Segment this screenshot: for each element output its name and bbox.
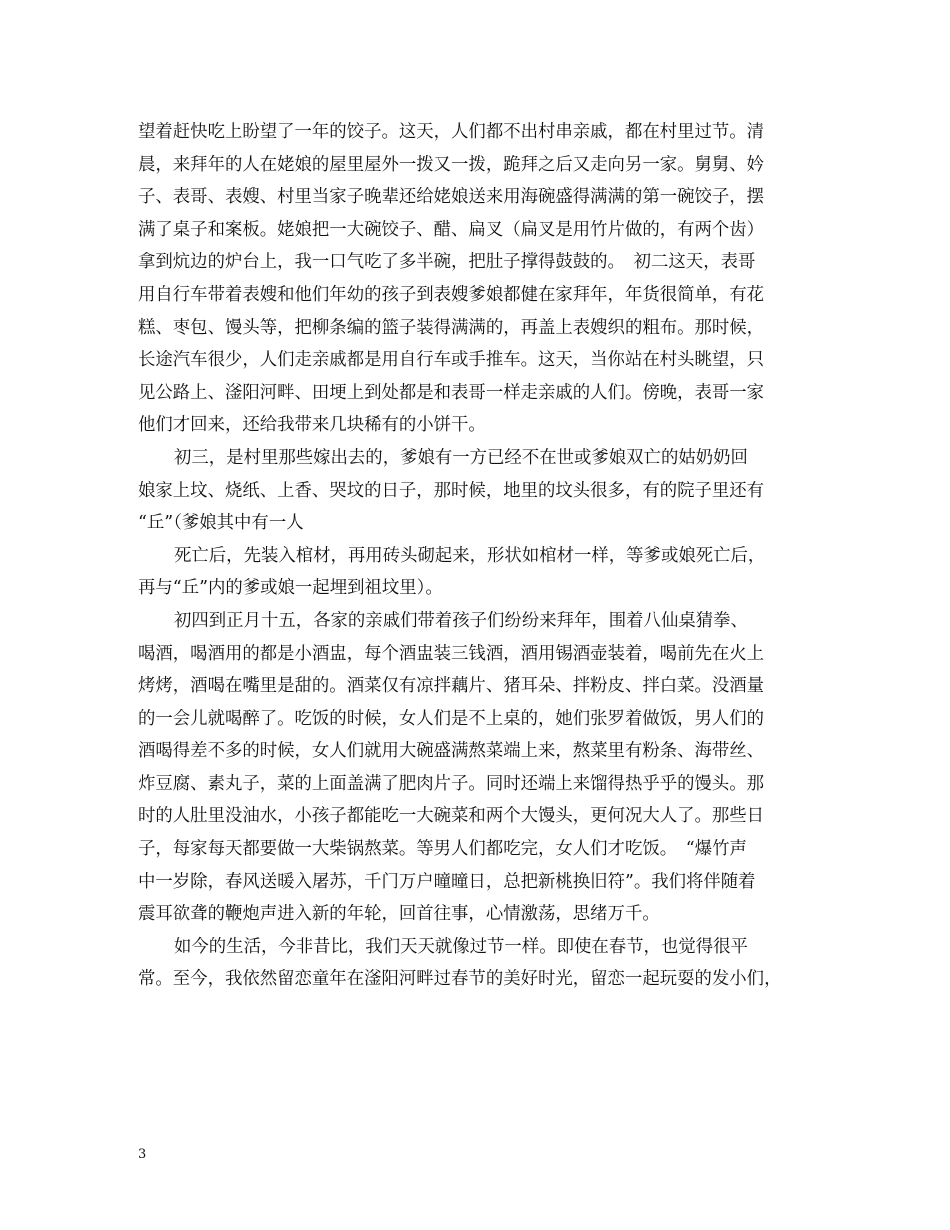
text-line: 的一会儿就喝醉了。吃饭的时候，女人们是不上桌的，她们张罗着做饭，男人们的 xyxy=(138,708,765,729)
text-line: 常。至今，我依然留恋童年在滏阳河畔过春节的美好时光，留恋一起玩耍的发小们， xyxy=(138,969,782,990)
text-line: 死亡后，先装入棺材，再用砖头砌起来，形状如棺材一样，等爹或娘死亡后， xyxy=(174,545,766,566)
text-line: 见公路上、滏阳河畔、田埂上到处都是和表哥一样走亲戚的人们。傍晚，表哥一家 xyxy=(138,382,765,403)
text-line: 喝酒，喝酒用的都是小酒盅，每个酒盅装三钱酒，酒用锡酒壶装着，喝前先在火上 xyxy=(138,643,765,664)
text-line: 子、表哥、表嫂、村里当家子晚辈还给姥娘送来用海碗盛得满满的第一碗饺子，摆 xyxy=(138,187,765,208)
paragraph-start-line: 如今的生活，今非昔比，我们天天就像过节一样。即使在春节，也觉得很平 xyxy=(174,936,748,957)
text-line: 满了桌子和案板。姥娘把一大碗饺子、醋、扁叉（扁叉是用竹片做的，有两个齿） xyxy=(138,219,765,240)
text-line: 酒喝得差不多的时候，女人们就用大碗盛满熬菜端上来，熬菜里有粉条、海带丝、 xyxy=(138,741,765,762)
text-line: 他们才回来，还给我带来几块稀有的小饼干。 xyxy=(138,415,486,436)
text-line: 用自行车带着表嫂和他们年幼的孩子到表嫂爹娘都健在家拜年，年货很简单，有花 xyxy=(138,284,765,305)
text-line: 晨，来拜年的人在姥娘的屋里屋外一拨又一拨，跪拜之后又走向另一家。舅舅、妗 xyxy=(138,154,765,175)
text-line: 再与“丘”内的爹或娘一起埋到祖坟里）。 xyxy=(138,578,443,599)
text-line: 时的人肚里没油水，小孩子都能吃一大碗菜和两个大馒头，更何况大人了。那些日 xyxy=(138,806,765,827)
text-line: 子，每家每天都要做一大柴锅熬菜。等男人们都吃完，女人们才吃饭。 “爆竹声 xyxy=(138,839,747,860)
text-line: 望着赶快吃上盼望了一年的饺子。这天，人们都不出村串亲戚，都在村里过节。清 xyxy=(138,122,765,142)
text-line: 烤烤，酒喝在嘴里是甜的。酒菜仅有凉拌藕片、猪耳朵、拌粉皮、拌白菜。没酒量 xyxy=(138,676,765,697)
text-line: 中一岁除，春风送暖入屠苏，千门万户曈曈日，总把新桃换旧符”。我们将伴随着 xyxy=(138,871,756,892)
page-number: 3 xyxy=(138,1147,147,1162)
text-line: 拿到炕边的炉台上，我一口气吃了多半碗，把肚子撑得鼓鼓的。 初二这天，表哥 xyxy=(138,252,756,273)
text-line: 糕、枣包、馒头等，把柳条编的篮子装得满满的，再盖上表嫂织的粗布。那时候， xyxy=(138,317,765,338)
text-line: 长途汽车很少，人们走亲戚都是用自行车或手推车。这天，当你站在村头眺望，只 xyxy=(138,350,765,371)
text-line: 震耳欲聋的鞭炮声进入新的年轮，回首往事，心情激荡，思绪万千。 xyxy=(138,904,660,925)
paragraph-start-line: 初三，是村里那些嫁出去的，爹娘有一方已经不在世或爹娘双亡的姑奶奶回 xyxy=(174,447,748,468)
body-text xyxy=(138,116,814,996)
paragraph-start-line: 初四到正月十五，各家的亲戚们带着孩子们纷纷来拜年，围着八仙桌猜拳、 xyxy=(174,610,748,631)
text-line: 娘家上坟、烧纸、上香、哭坟的日子，那时候，地里的坟头很多，有的院子里还有 xyxy=(138,480,765,501)
text-line: 炸豆腐、素丸子，菜的上面盖满了肥肉片子。同时还端上来馏得热乎乎的馒头。那 xyxy=(138,773,765,794)
text-line: “丘”（爹娘其中有一人 xyxy=(138,513,304,534)
